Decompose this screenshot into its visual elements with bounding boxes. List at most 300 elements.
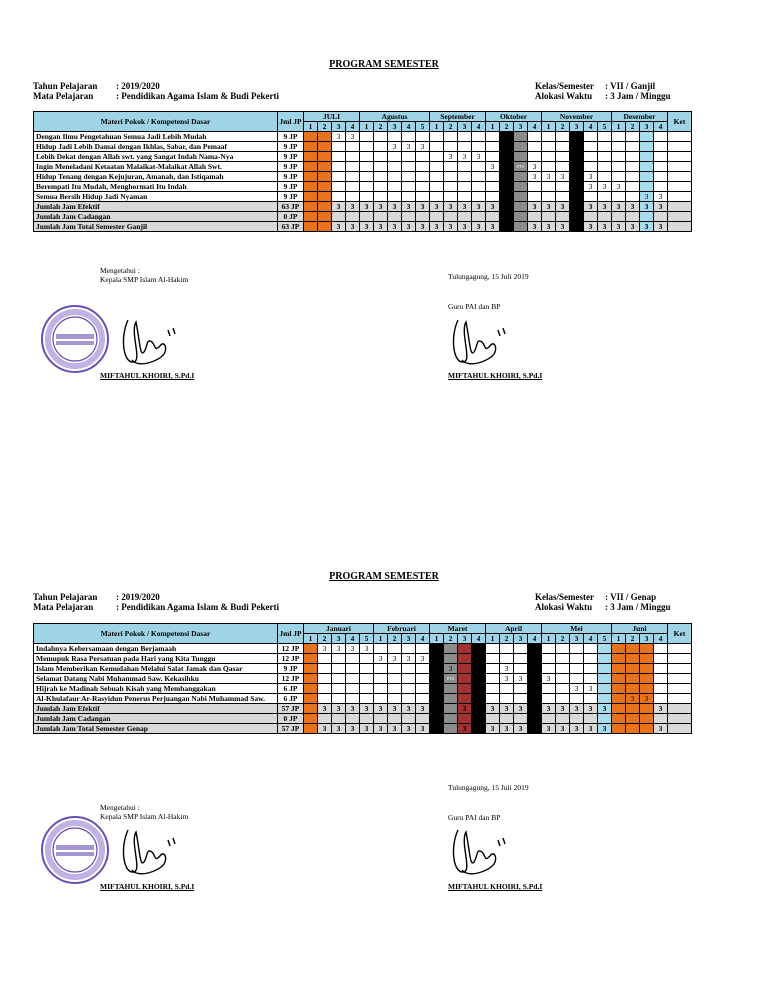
mengetahui-label: Mengetahui : [100,803,140,812]
week-cell [332,182,346,192]
week-cell [598,664,612,674]
week-cell: 3 [542,674,556,684]
week-cell [360,162,374,172]
week-cell [458,684,472,694]
week-cell [528,212,542,222]
week-cell [640,182,654,192]
week-number: 1 [374,634,388,644]
week-cell [444,684,458,694]
week-cell [542,694,556,704]
week-cell [318,142,332,152]
materi-cell: Semua Bersih Hidup Jadi Nyaman [34,192,278,202]
week-cell [402,192,416,202]
tahun-value: : 2019/2020 [116,81,160,91]
week-number: 2 [444,122,458,132]
week-cell [486,192,500,202]
month-header: November [542,112,612,122]
week-cell [654,644,668,654]
week-cell [458,132,472,142]
week-cell [500,694,514,704]
week-cell [416,162,430,172]
week-cell [612,724,626,734]
week-cell: 3 [458,724,472,734]
week-cell: 3 [640,694,654,704]
week-cell [416,694,430,704]
week-number: 4 [654,634,668,644]
week-cell [472,132,486,142]
week-number: 3 [514,634,528,644]
week-cell [318,192,332,202]
week-cell [444,714,458,724]
meta-right [535,81,671,101]
week-cell [556,684,570,694]
week-cell: 3 [612,222,626,232]
week-cell [654,654,668,664]
week-cell: 3 [332,222,346,232]
week-cell: 3 [500,162,514,172]
week-cell: 3 [570,704,584,714]
materi-cell: Selamat Datang Nabi Muhammad Saw. Kekasihku [34,674,278,684]
jp-cell: 57 JP [278,704,304,714]
week-cell: 3 [570,724,584,734]
jp-cell: 9 JP [278,182,304,192]
week-cell: 3 [556,172,570,182]
week-cell [528,684,542,694]
week-cell: 3 [360,202,374,212]
week-cell [416,714,430,724]
week-cell [570,222,584,232]
week-cell [402,644,416,654]
week-cell [346,654,360,664]
week-cell [304,192,318,202]
week-cell [514,202,528,212]
week-cell [556,714,570,724]
week-cell: 3 [556,724,570,734]
week-cell [626,654,640,664]
tahun-label: Tahun Pelajaran [33,81,98,91]
week-cell [374,644,388,654]
week-cell [332,172,346,182]
week-cell [514,212,528,222]
week-cell [402,684,416,694]
week-cell [612,172,626,182]
week-cell [458,664,472,674]
week-cell [444,142,458,152]
col-jml-header: Jml JP [278,624,304,644]
week-number: 4 [472,634,486,644]
table-row [34,644,692,654]
week-cell [626,152,640,162]
week-cell [556,664,570,674]
week-cell: 3 [584,182,598,192]
week-cell [626,132,640,142]
approval-block [100,266,188,284]
summary-row [34,222,692,232]
kepala-signature [118,312,188,372]
week-number: 1 [612,122,626,132]
month-header: Maret [430,624,486,634]
week-cell [486,182,500,192]
week-number: 4 [402,122,416,132]
week-cell [416,664,430,674]
jp-cell: 12 JP [278,654,304,664]
week-cell [570,132,584,142]
week-number: 5 [598,634,612,644]
week-cell [332,714,346,724]
week-cell [514,172,528,182]
week-cell [556,654,570,664]
week-cell [374,694,388,704]
week-cell [430,704,444,714]
week-cell: 3 [514,724,528,734]
week-cell: 3 [332,202,346,212]
week-cell [654,674,668,684]
week-cell: 3 [444,152,458,162]
summary-label: Jumlah Jam Cadangan [34,212,278,222]
week-cell [500,654,514,664]
week-cell: PTS [514,162,528,172]
ket-cell [668,182,692,192]
week-cell [402,182,416,192]
week-number: 1 [542,634,556,644]
week-cell [514,654,528,664]
week-cell [458,192,472,202]
week-cell [542,142,556,152]
week-cell [360,714,374,724]
week-cell [612,664,626,674]
summary-row [34,704,692,714]
week-cell [360,172,374,182]
week-cell: 3 [402,704,416,714]
week-cell [332,654,346,664]
week-number: 3 [570,634,584,644]
ket-cell [668,152,692,162]
week-cell: 3 [500,704,514,714]
week-cell [640,212,654,222]
week-cell: 3 [528,162,542,172]
week-cell [570,202,584,212]
week-number: 3 [570,122,584,132]
month-header: Juni [612,624,668,634]
week-number: 1 [304,634,318,644]
week-cell [374,714,388,724]
week-cell [318,714,332,724]
week-cell [304,172,318,182]
week-number: 5 [416,122,430,132]
week-number: 4 [584,122,598,132]
week-cell: 3 [374,724,388,734]
week-cell [304,182,318,192]
week-number: 3 [332,634,346,644]
table-row [34,684,692,694]
program-semester-table [33,111,692,232]
week-cell [318,202,332,212]
week-number: 4 [528,122,542,132]
materi-cell: Hidup Jadi Lebih Damai dengan Ikhlas, Sabar, dan Pemaaf [34,142,278,152]
week-cell [304,664,318,674]
week-cell: 3 [486,202,500,212]
week-cell [388,694,402,704]
week-cell [458,654,472,664]
week-cell [318,674,332,684]
week-cell [640,704,654,714]
week-cell [416,172,430,182]
week-cell: 3 [626,202,640,212]
week-cell [654,694,668,704]
week-cell [430,674,444,684]
school-stamp [40,304,110,374]
week-cell: 3 [360,704,374,714]
week-cell [472,182,486,192]
week-number: 3 [640,122,654,132]
week-cell: 3 [584,202,598,212]
week-cell: 3 [346,644,360,654]
week-cell [626,192,640,202]
week-cell [584,162,598,172]
week-cell [500,132,514,142]
week-cell [556,644,570,654]
month-header: Februari [374,624,430,634]
week-cell: 3 [556,222,570,232]
week-cell [500,172,514,182]
summary-label: Jumlah Jam Total Semester Ganjil [34,222,278,232]
week-cell [640,684,654,694]
table-row [34,142,692,152]
jp-cell: 0 JP [278,714,304,724]
week-cell [430,694,444,704]
week-cell: 3 [360,222,374,232]
week-cell: 3 [514,704,528,714]
week-cell [626,644,640,654]
week-cell: 3 [332,724,346,734]
week-cell [458,694,472,704]
week-cell [486,654,500,664]
week-cell [612,644,626,654]
mapel-value: : Pendidikan Agama Islam & Budi Pekerti [116,602,280,612]
week-cell [640,172,654,182]
jp-cell: 9 JP [278,162,304,172]
week-cell [556,212,570,222]
week-cell [570,182,584,192]
week-cell [626,142,640,152]
ket-cell [668,212,692,222]
week-cell: 3 [514,674,528,684]
week-cell [318,172,332,182]
jp-cell: 9 JP [278,172,304,182]
materi-cell: Dengan Ilmu Pengetahuan Semua Jadi Lebih Mudah [34,132,278,142]
week-cell [472,674,486,684]
week-cell [584,694,598,704]
summary-label: Jumlah Jam Efektif [34,704,278,714]
materi-cell: Berempati Itu Mudah, Menghormati Itu Indah [34,182,278,192]
week-cell [542,664,556,674]
week-number: 4 [346,634,360,644]
week-cell [542,132,556,142]
week-cell: 3 [542,704,556,714]
week-cell: 3 [458,222,472,232]
week-cell [346,152,360,162]
guru-label-2: Guru PAI dan BP [448,813,501,822]
week-cell [332,694,346,704]
week-cell [556,162,570,172]
kepala-signature-2 [118,822,188,882]
week-cell [304,222,318,232]
week-cell [626,724,640,734]
week-cell [388,684,402,694]
week-cell [402,172,416,182]
week-cell [318,684,332,694]
week-cell [374,172,388,182]
col-materi-header: Materi Pokok / Kompetensi Dasar [34,112,278,132]
month-header: April [486,624,542,634]
week-cell [374,664,388,674]
week-cell [500,142,514,152]
materi-cell: Hijrah ke Madinah Sebuah Kisah yang Membanggakan [34,684,278,694]
week-cell: 3 [542,222,556,232]
ket-cell [668,132,692,142]
week-cell: 3 [346,724,360,734]
week-cell: 3 [654,704,668,714]
week-cell [318,664,332,674]
week-cell [570,664,584,674]
materi-cell: Hidup Tenang dengan Kejujuran, Amanah, dan Istiqamah [34,172,278,182]
week-cell [472,664,486,674]
week-cell [486,212,500,222]
week-cell [612,674,626,684]
week-cell [598,142,612,152]
week-cell [402,694,416,704]
week-cell: 3 [486,724,500,734]
week-cell [416,152,430,162]
week-cell [360,212,374,222]
week-cell: 3 [318,704,332,714]
week-cell [486,714,500,724]
week-cell [626,162,640,172]
week-cell [486,684,500,694]
week-cell [514,192,528,202]
week-cell [542,192,556,202]
week-cell [486,694,500,704]
week-cell [598,674,612,684]
week-cell: 3 [402,654,416,664]
jp-cell: 63 JP [278,202,304,212]
week-cell [444,192,458,202]
table-row [34,664,692,674]
week-cell [472,172,486,182]
jp-cell: 57 JP [278,724,304,734]
week-cell: 3 [584,684,598,694]
week-cell [556,674,570,684]
week-cell [528,664,542,674]
week-cell [500,714,514,724]
week-cell [388,664,402,674]
week-cell [402,162,416,172]
week-cell [346,714,360,724]
week-cell [514,142,528,152]
week-cell: 3 [528,202,542,212]
jp-cell: 9 JP [278,132,304,142]
week-cell [332,162,346,172]
week-cell [402,674,416,684]
week-cell [416,192,430,202]
week-cell: 3 [346,222,360,232]
week-cell: 3 [472,222,486,232]
week-cell [654,664,668,674]
table-row [34,172,692,182]
week-cell: 3 [388,724,402,734]
guru-signature-2 [448,822,518,882]
week-cell [598,714,612,724]
week-cell: 3 [402,222,416,232]
week-cell [542,152,556,162]
week-cell [430,644,444,654]
week-cell [444,172,458,182]
week-cell [444,694,458,704]
week-cell [640,664,654,674]
week-number: 2 [626,634,640,644]
week-cell [374,142,388,152]
week-cell [430,182,444,192]
week-cell [514,684,528,694]
place-date: Tulungagung, 15 Juli 2019 [448,272,529,281]
week-cell: 3 [654,202,668,212]
week-cell: 3 [318,644,332,654]
week-cell [360,182,374,192]
week-cell [318,152,332,162]
week-cell: 3 [416,142,430,152]
week-cell [528,182,542,192]
week-cell [360,694,374,704]
week-cell [486,152,500,162]
week-cell: 3 [360,644,374,654]
col-materi-header: Materi Pokok / Kompetensi Dasar [34,624,278,644]
ket-cell [668,724,692,734]
week-cell [500,192,514,202]
week-cell: 3 [346,704,360,714]
week-cell [332,142,346,152]
week-cell [584,212,598,222]
week-cell [416,684,430,694]
week-cell [346,684,360,694]
week-cell [444,212,458,222]
ket-cell [668,222,692,232]
week-cell [598,654,612,664]
month-header: Agustus [360,112,430,122]
week-cell [486,172,500,182]
week-cell [346,182,360,192]
mapel-label: Mata Pelajaran [33,602,94,612]
week-cell [374,182,388,192]
week-cell [304,684,318,694]
alokasi-label: Alokasi Waktu [535,91,593,101]
page-title: PROGRAM SEMESTER [329,59,439,70]
week-cell [318,694,332,704]
col-jml-header: Jml JP [278,112,304,132]
table-row [34,182,692,192]
ket-cell [668,142,692,152]
week-cell [430,152,444,162]
summary-row [34,714,692,724]
week-cell [332,152,346,162]
week-cell [486,132,500,142]
week-cell [654,152,668,162]
week-cell [360,684,374,694]
program-semester-table-2 [33,623,692,734]
week-cell: 3 [654,724,668,734]
week-cell: 3 [416,704,430,714]
week-cell [346,142,360,152]
week-cell [430,654,444,664]
